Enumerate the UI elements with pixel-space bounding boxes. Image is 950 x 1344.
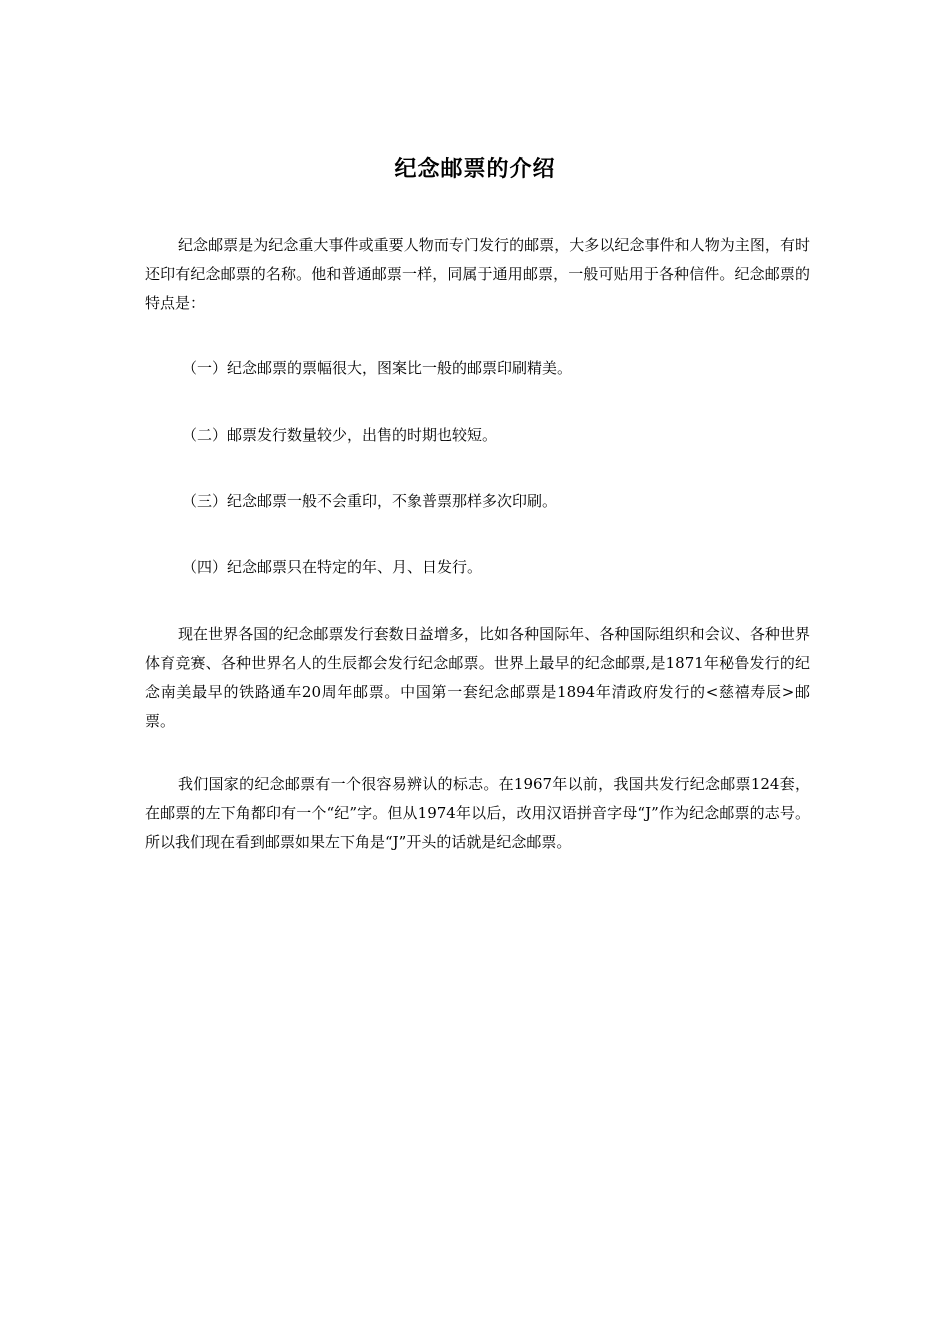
page-title: 纪念邮票的介绍 <box>394 157 556 182</box>
feature-item-1: （一）纪念邮票的票幅很大，图案比一般的邮票印刷精美。 <box>182 359 573 377</box>
body-paragraph-world: 现在世界各国的纪念邮票发行套数日益增多，比如各种国际年、各种国际组织和会议、各种世界体育竞赛、各种世界名人的生辰都会发行纪念邮票。世界上最早的纪念邮票,是1871年秘鲁发行的纪念南美最早的铁路通车20周年邮票。中国第一套纪念邮票是1894年清政府发行的<慈禧寿辰>邮票。 <box>145 625 810 730</box>
body-paragraph-china: 我们国家的纪念邮票有一个很容易辨认的标志。在1967年以前，我国共发行纪念邮票124套，在邮票的左下角都印有一个“纪”字。但从1974年以后，改用汉语拼音字母“J”作为纪念邮票的志号。所以我们现在看到邮票如果左下角是“J”开头的话就是纪念邮票。 <box>145 775 810 851</box>
feature-item-2: （二）邮票发行数量较少，出售的时期也较短。 <box>182 426 498 444</box>
intro-paragraph: 纪念邮票是为纪念重大事件或重要人物而专门发行的邮票，大多以纪念事件和人物为主图，有时还印有纪念邮票的名称。他和普通邮票一样，同属于通用邮票，一般可贴用于各种信件。纪念邮票的特点是： <box>145 236 810 312</box>
feature-item-4: （四）纪念邮票只在特定的年、月、日发行。 <box>182 558 483 576</box>
feature-item-3: （三）纪念邮票一般不会重印，不象普票那样多次印刷。 <box>182 492 558 510</box>
